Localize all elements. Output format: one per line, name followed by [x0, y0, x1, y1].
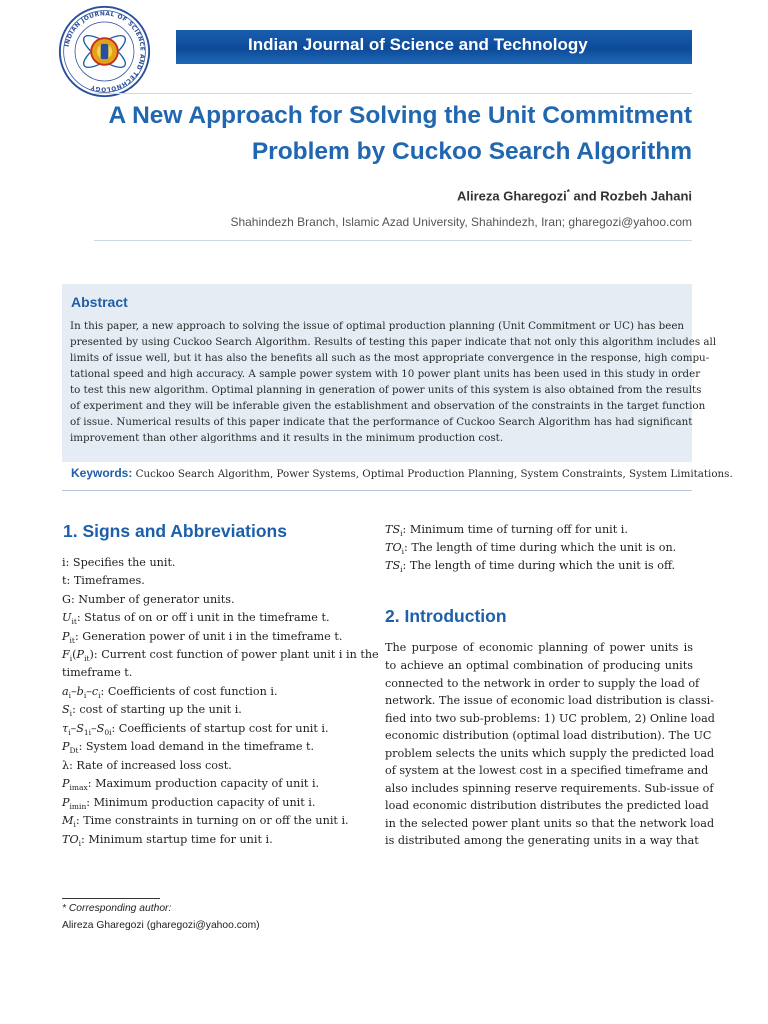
abbreviation-item: $P_{imax}$: Maximum production capacity of unit i. — [62, 777, 320, 793]
footnote-divider — [62, 898, 160, 899]
abbreviation-item: $P_{imin}$: Minimum production capacity of unit i. — [62, 796, 316, 812]
body-line: connected to the network in order to supply the load of — [385, 677, 700, 690]
abbreviation-item: $P_{Dt}$: System load demand in the timeframe t. — [62, 740, 315, 756]
abbreviation-item: $a_i-b_i-c_i$: Coefficients of cost function i. — [62, 685, 278, 701]
body-line: load economic distribution distributes the predicted load — [385, 799, 709, 812]
abbreviation-item: $F_i(P_{it})$: Current cost function of power plant unit i in the — [62, 648, 379, 664]
abbreviation-item: t: Timeframes. — [62, 574, 145, 587]
affiliation-divider — [94, 240, 692, 241]
abbreviation-item-cont: timeframe t. — [62, 666, 133, 679]
abbreviation-item: $TS_i$: Minimum time of turning off for unit i. — [385, 523, 628, 539]
keywords-divider — [62, 490, 692, 491]
keywords-text: Cuckoo Search Algorithm, Power Systems, Optimal Production Planning, System Constraints, System Limitations. — [132, 468, 733, 480]
abbreviation-item: $P_{it}$: Generation power of unit i in the timeframe t. — [62, 630, 343, 646]
body-line: The purpose of economic planning of power units is — [385, 641, 693, 654]
body-line: of system at the lowest cost in a specified timeframe and — [385, 764, 709, 777]
corresponding-mark: * — [566, 188, 570, 197]
abstract-heading: Abstract — [71, 294, 128, 310]
body-line: network. The issue of economic load distribution is classi- — [385, 694, 714, 707]
abbreviation-item: G: Number of generator units. — [62, 593, 235, 606]
abbreviation-item: λ: Rate of increased loss cost. — [62, 759, 232, 772]
footnote-text: Alireza Gharegozi (gharegozi@yahoo.com) — [62, 920, 260, 931]
body-line: also includes spinning reserve requirements. Sub-issue of — [385, 782, 714, 795]
keywords — [71, 466, 733, 480]
keywords-label: Keywords: — [71, 466, 133, 480]
abstract-line: In this paper, a new approach to solving the issue of optimal production planning (Unit Commitment or UC) has been — [70, 320, 685, 332]
abstract-line: presented by using Cuckoo Search Algorithm. Results of testing this paper indicate that not only this algorithm includes all — [70, 336, 717, 348]
abbreviation-item: $TO_i$: The length of time during which the unit is on. — [385, 541, 677, 557]
body-line: economic distribution (optimal load distribution). The UC — [385, 729, 712, 742]
affiliation: Shahindezh Branch, Islamic Azad University, Shahindezh, Iran; gharegozi@yahoo.com — [230, 215, 692, 229]
abstract-line: to test this new algorithm. Optimal planning in generation of power units of this system is also obtained from the results — [70, 384, 702, 396]
abbreviation-item: $\tau_i-S_{1i}-S_{0i}$: Coefficients of startup cost for unit i. — [62, 722, 329, 738]
abbreviation-item: $TO_i$: Minimum startup time for unit i. — [62, 833, 273, 849]
body-line: in the selected power plant units so that the network load — [385, 817, 715, 830]
paper-title — [60, 98, 692, 170]
body-line: fied into two sub-problems: 1) UC problem, 2) Online load — [385, 712, 715, 725]
author-name: and Rozbeh Jahani — [569, 188, 692, 204]
abbreviation-item: $M_i$: Time constraints in turning on or off the unit i. — [62, 814, 349, 830]
abbreviation-item: $TS_i$: The length of time during which the unit is off. — [385, 559, 676, 575]
journal-banner — [176, 30, 692, 64]
body-line: is distributed among the generating units in a way that — [385, 834, 699, 847]
seal-ring-text: INDIAN JOURNAL OF SCIENCE AND TECHNOLOGY — [64, 11, 145, 92]
journal-name: Indian Journal of Science and Technology — [248, 35, 588, 54]
abstract-line: limits of issue well, but it has also the benefits all such as the most appropriate convergence in the response, high compu- — [70, 352, 710, 364]
abstract-line: tational speed and high accuracy. A sample power system with 10 power plant units has been used in this study in order — [70, 368, 701, 380]
abstract-line: of issue. Numerical results of this paper indicate that the performance of Cuckoo Search Algorithm has had significant — [70, 416, 693, 428]
title-line: A New Approach for Solving the Unit Commitment — [108, 102, 692, 129]
header-divider — [94, 93, 692, 94]
section-heading: 2. Introduction — [385, 606, 507, 626]
abstract-box — [62, 284, 717, 462]
abstract-line: improvement than other algorithms and it results in the minimum production cost. — [70, 432, 504, 444]
footnote-label: * Corresponding author: — [62, 903, 172, 914]
abstract-line: of experiment and they will be inferable given the establishment and observation of the constraints in the target function — [70, 400, 706, 412]
abbreviation-item: $S_i$: cost of starting up the unit i. — [62, 703, 242, 719]
body-line: to achieve an optimal combination of producing units — [385, 659, 693, 672]
journal-logo — [57, 4, 152, 99]
title-line: Problem by Cuckoo Search Algorithm — [251, 138, 692, 165]
body-line: problem selects the units which supply the predicted load — [385, 747, 715, 760]
section-heading: 1. Signs and Abbreviations — [63, 521, 287, 541]
abbreviation-item: $U_{it}$: Status of on or off i unit in the timeframe t. — [62, 611, 330, 627]
author-name: Alireza Gharegozi — [456, 188, 567, 204]
abbreviation-item: i: Specifies the unit. — [62, 556, 176, 569]
author-list — [300, 188, 692, 203]
